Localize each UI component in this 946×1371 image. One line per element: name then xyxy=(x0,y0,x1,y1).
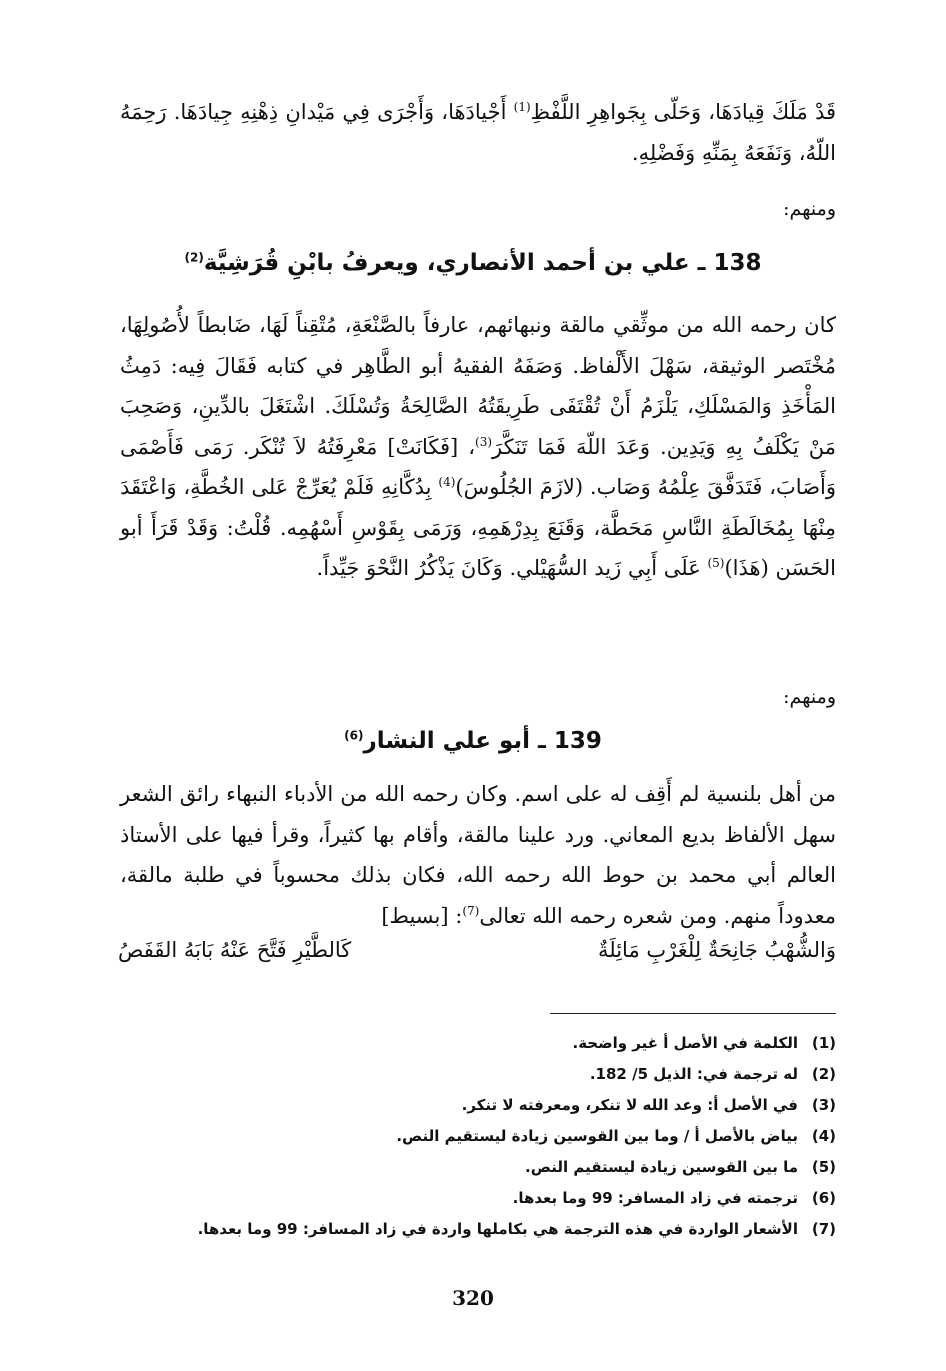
footnote-text: الأشعار الواردة في هذه الترجمة هي بكاملها واردة في زاد المسافر: 99 وما بعدها. xyxy=(197,1220,798,1238)
footnote-divider xyxy=(550,1013,836,1014)
footnotes-list xyxy=(100,1028,836,1245)
entry-139-heading xyxy=(0,728,946,754)
footnote-ref-3: (3) xyxy=(475,434,493,449)
entry-139-text-1: من أهل بلنسية لم أَقِف له على اسم. وكان رحمه الله من الأدباء النبهاء رائق الشعر سهل الألفاظ بديع المعاني. ورد علينا مالقة، وأقام بها كثيراً، وقرأ فيها على الأستاذ العالم أبي محمد بن حوط الله رحمه الله، فكان بذلك محسوباً في طلبة مالقة، معدوداً منهم. ومن شعره رحمه الله تعالى xyxy=(120,782,836,928)
footnote-number: (5) xyxy=(811,1158,836,1176)
footnote-item xyxy=(100,1028,836,1059)
footnote-item xyxy=(100,1121,836,1152)
entry-138-heading-text: 138 ـ علي بن أحمد الأنصاري، ويعرفُ بابْنِ قُرَشِيَّة xyxy=(203,250,762,276)
entry-139-heading-text: 139 ـ أبو علي النشار xyxy=(363,728,602,754)
footnote-number: (7) xyxy=(811,1220,836,1238)
footnote-ref-1: (1) xyxy=(513,100,531,114)
footnote-item xyxy=(100,1183,836,1214)
entry-138-text-2: ، [فَكَانَتْ] مَعْرِفَتُهُ لاَ تُنْكَر. رَمَى فَأَصْمَى وَأَصَابَ، فَتَدَفَّقَ عِلْمُهُ وَصَاب. (لازَمَ الجُلُوسَ) xyxy=(120,434,837,499)
footnote-text: ما بين القوسين زيادة ليستقيم النص. xyxy=(525,1158,798,1176)
footnote-ref-7: (7) xyxy=(462,903,480,918)
intro-paragraph xyxy=(120,92,836,173)
entry-138-text-1: كان رحمه الله من موثِّقي مالقة ونبهائهم، عارفاً بالصَّنْعَةِ، مُتْقِناً لَهَا، ضَابطاً لأُصُولِهَا، مُخْتَصر الوثيقة، سَهْلَ الأَلْفاظ. وَصَفَهُ الفقيهُ أبو الطَّاهِر في كتابه فَقَالَ فِيه: دَمِثُ المَأْخَذِ وَالمَسْلَكِ، يَلْزَمُ أَنْ تُقْتَفَى طَرِيقَتُهُ الصَّالِحَةُ وَتُسْلَكَ. اشْتَغَلَ بالدِّينِ، وَصَحِبَ مَنْ يَكْلَفُ بِهِ وَيَدِين. وَعَدَ اللّهَ فَمَا تَنَكَّرَ xyxy=(120,313,837,459)
entry-138-text-4: عَلَى أَبِي زَيد السُّهَيْلي. وَكَانَ يَذْكُرُ النَّحْوَ جَيِّداً. xyxy=(316,556,708,580)
entry-138-heading xyxy=(0,250,946,276)
poetry-verse xyxy=(118,938,836,978)
footnote-text: الكلمة في الأصل أ غير واضحة. xyxy=(572,1034,798,1052)
footnote-text: ترجمته في زاد المسافر: 99 وما بعدها. xyxy=(512,1189,798,1207)
footnote-ref-4: (4) xyxy=(438,475,456,489)
footnote-item xyxy=(100,1059,836,1090)
entry-138-lead: ومنهم: xyxy=(783,198,836,220)
footnote-ref-5: (5) xyxy=(707,556,725,570)
verse-first-hemistich: وَالشُّهْبُ جَانِحَةٌ لِلْغَرْبِ مَائِلَةٌ xyxy=(597,938,836,962)
footnote-number: (3) xyxy=(811,1096,836,1114)
entry-139-body xyxy=(120,774,836,936)
entry-139-text-2: : [بسيط] xyxy=(381,903,463,928)
footnote-item xyxy=(100,1214,836,1245)
entry-138-body xyxy=(120,305,836,589)
footnote-number: (1) xyxy=(811,1034,836,1052)
footnote-number: (6) xyxy=(811,1189,836,1207)
footnote-number: (2) xyxy=(811,1065,836,1083)
footnote-item xyxy=(100,1090,836,1121)
footnote-text: له ترجمة في: الذيل 5/ 182. xyxy=(589,1065,798,1083)
footnote-text: في الأصل أ: وعد الله لا تنكر، ومعرفته لا تنكر. xyxy=(461,1096,798,1114)
page-number: 320 xyxy=(452,1286,494,1310)
entry-139-lead: ومنهم: xyxy=(783,686,836,708)
footnote-number: (4) xyxy=(811,1127,836,1145)
intro-text-part2: أَجْيادَهَا، وَأَجْرَى فِي مَيْدانِ ذِهْنِهِ جِيادَهَا. رَحِمَهُ اللّهُ، وَنَفَعَهُ بِمَنِّهِ وَفَضْلِهِ. xyxy=(120,100,836,165)
entry-138-text-3: بِدُكَّانِهِ فَلَمْ يُعَرِّجْ عَلى الخُطَّةِ، وَاعْتَقَدَ مِنْهَا بِمُخَالَطَةِ النَّاسِ مَحَطَّة، وَقَنَعَ بِدِرْهَمِهِ، وَرَمَى بِقَوْسِ أَسْهُمِه. قُلْتُ: وَقَدْ قَرَأَ أبو الحَسَن (هَذَا) xyxy=(120,475,836,580)
intro-text-part1: قَدْ مَلَكَ قِيادَهَا، وَحَلّى بِجَواهِرِ اللَّفْظِ xyxy=(530,100,837,124)
verse-second-hemistich: كَالطَّيْرِ فَتَّحَ عَنْهُ بَابَهُ القَفَصُ xyxy=(118,938,352,962)
footnote-ref-6: (6) xyxy=(344,728,364,743)
footnote-text: بياض بالأصل أ / وما بين القوسين زيادة ليستقيم النص. xyxy=(396,1127,798,1145)
footnote-item xyxy=(100,1152,836,1183)
footnote-ref-2: (2) xyxy=(184,250,204,265)
